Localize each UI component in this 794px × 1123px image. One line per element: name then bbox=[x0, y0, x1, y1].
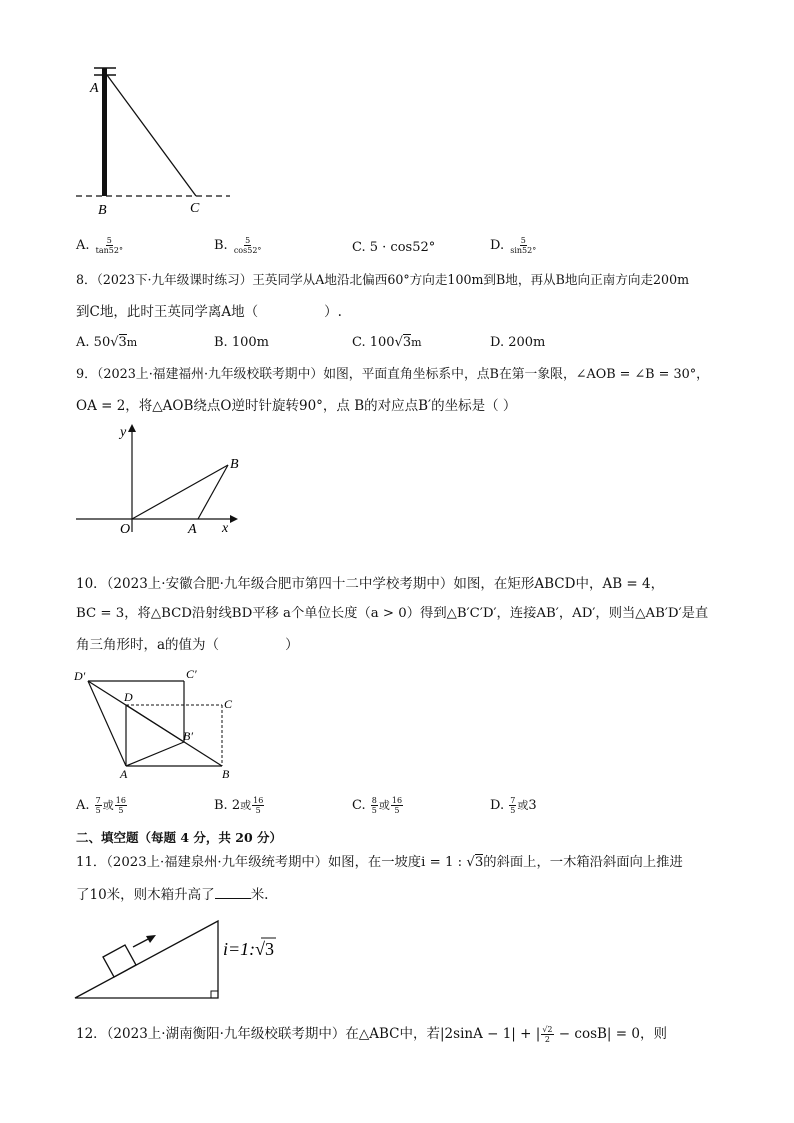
q10-line-2: BC = 3，将△BCD沿射线BD平移 a个单位长度（a > 0）得到△B′C′D′，连接AB′，AD′，则当△AB′D′是直 bbox=[76, 606, 709, 621]
numerator: 5 bbox=[106, 236, 112, 245]
fraction bbox=[541, 1025, 553, 1044]
sqrt-symbol: √ bbox=[466, 855, 475, 870]
label-A: A bbox=[188, 522, 197, 537]
q11-line-1 bbox=[76, 854, 683, 872]
segment-DB1 bbox=[126, 705, 184, 742]
segment-AC bbox=[107, 75, 196, 196]
numerator: 7 bbox=[510, 796, 516, 805]
fraction bbox=[95, 236, 124, 255]
q10-option-c[interactable] bbox=[352, 796, 404, 815]
q11-line-2-text: 了10米，则木箱升高了 bbox=[76, 887, 215, 903]
q8-line-1: 8．（2023下·九年级课时练习）王英同学从A地沿北偏西60°方向走100m到B地，再从B地向正南方向走200m bbox=[76, 272, 690, 287]
q10-line-3 bbox=[76, 636, 299, 654]
option-value: 50 bbox=[93, 335, 111, 350]
q11-figure bbox=[70, 915, 290, 1007]
label-D: D bbox=[124, 690, 133, 704]
fraction-1 bbox=[95, 796, 102, 815]
denominator: cos52° bbox=[233, 246, 262, 255]
slope-sqrt-symbol: √ bbox=[255, 939, 266, 959]
q10-line-3-text: 角三角形时，a的值为（ bbox=[76, 637, 220, 653]
answer-blank[interactable] bbox=[215, 886, 251, 899]
q7-option-b[interactable] bbox=[214, 236, 263, 255]
option-text: 100m bbox=[231, 335, 269, 350]
q10-option-d[interactable] bbox=[490, 796, 537, 815]
label-A: A bbox=[120, 767, 128, 780]
denominator: 5 bbox=[118, 806, 124, 815]
q10-line-3-end: ） bbox=[285, 637, 299, 653]
numerator: 5 bbox=[520, 236, 526, 245]
numerator: 8 bbox=[371, 796, 377, 805]
q7-option-c[interactable] bbox=[352, 240, 435, 255]
slope-triangle bbox=[75, 921, 218, 998]
label-B: B bbox=[222, 767, 230, 780]
q7-option-a[interactable] bbox=[76, 236, 125, 255]
slope-label bbox=[223, 939, 274, 959]
fraction-1 bbox=[371, 796, 378, 815]
fraction-1 bbox=[509, 796, 516, 815]
fraction bbox=[233, 236, 263, 255]
q11-line-2-end: 米. bbox=[250, 887, 269, 903]
label-B: B bbox=[230, 457, 239, 472]
q7-option-d[interactable] bbox=[490, 236, 538, 255]
unit: m bbox=[126, 336, 138, 349]
q11-line-2 bbox=[76, 886, 268, 904]
option-letter: A. bbox=[76, 798, 90, 813]
pole bbox=[102, 68, 107, 196]
label-C: C bbox=[190, 201, 200, 216]
numerator: 16 bbox=[115, 796, 126, 805]
q12-line-1 bbox=[76, 1025, 667, 1044]
option-text: 5 · cos52° bbox=[369, 240, 436, 255]
or-text: 或 bbox=[240, 799, 252, 812]
fraction-2 bbox=[252, 796, 264, 815]
sqrt-radicand: 3 bbox=[118, 335, 127, 350]
denominator: sin52° bbox=[510, 246, 537, 255]
q10-option-a[interactable] bbox=[76, 796, 128, 815]
q10-option-b[interactable] bbox=[214, 796, 265, 815]
denominator: 5 bbox=[510, 806, 516, 815]
q8-line-2 bbox=[76, 303, 342, 321]
option-letter: A. bbox=[76, 335, 90, 350]
fraction bbox=[509, 236, 537, 255]
q10-figure bbox=[70, 662, 250, 780]
q8-line-2-text: 到C地，此时王英同学离A地（ bbox=[76, 304, 259, 320]
option-value: 2 bbox=[231, 798, 241, 813]
fraction-2 bbox=[391, 796, 403, 815]
denominator: 5 bbox=[394, 806, 400, 815]
q8-option-b[interactable] bbox=[214, 335, 269, 350]
option-letter: B. bbox=[214, 238, 228, 253]
unit: m bbox=[411, 336, 422, 349]
q8-option-d[interactable] bbox=[490, 335, 545, 350]
sqrt-symbol: √ bbox=[110, 335, 119, 350]
q12-line-1-end: − cosB| = 0，则 bbox=[554, 1026, 667, 1042]
numerator: 7 bbox=[95, 796, 101, 805]
sqrt-radicand: 3 bbox=[474, 855, 484, 870]
q8-option-c[interactable] bbox=[352, 335, 422, 350]
denominator: 2 bbox=[544, 1035, 550, 1044]
option-value: 3 bbox=[528, 798, 537, 813]
slope-sqrt-radicand: 3 bbox=[265, 939, 275, 959]
or-text: 或 bbox=[517, 799, 529, 812]
denominator: 5 bbox=[371, 806, 377, 815]
denominator: 5 bbox=[255, 806, 261, 815]
label-O: O bbox=[120, 522, 131, 537]
option-letter: D. bbox=[490, 798, 505, 813]
label-B1: B′ bbox=[183, 729, 193, 743]
sqrt-symbol: √ bbox=[394, 335, 403, 350]
option-letter: B. bbox=[214, 335, 228, 350]
sqrt-radicand: 3 bbox=[402, 335, 412, 350]
q8-line-2-end: ）. bbox=[324, 304, 342, 320]
y-axis-arrow bbox=[128, 424, 136, 432]
label-D1: D′ bbox=[74, 669, 86, 683]
label-A: A bbox=[90, 81, 99, 96]
segment-AB1 bbox=[126, 742, 184, 766]
q11-line-1-end: 的斜面上，一木箱沿斜面向上推进 bbox=[483, 855, 683, 870]
q9-line-1: 9．（2023上·福建福州·九年级校联考期中）如图，平面直角坐标系中，点B在第一象限，∠AOB = ∠B = 30°， bbox=[76, 367, 709, 382]
label-y: y bbox=[120, 425, 127, 440]
label-C: C bbox=[224, 697, 233, 711]
label-C1: C′ bbox=[186, 667, 197, 681]
fraction-2 bbox=[115, 796, 127, 815]
q11-line-1-text: 11．（2023上·福建泉州·九年级统考期中）如图，在一坡度i = 1 : bbox=[76, 855, 467, 870]
label-x: x bbox=[222, 521, 229, 536]
q7-figure bbox=[70, 60, 240, 220]
option-letter: A. bbox=[76, 238, 90, 253]
numerator: 16 bbox=[253, 796, 264, 805]
q9-line-2: OA = 2，将△AOB绕点O逆时针旋转90°，点 B的对应点B′的坐标是（ ） bbox=[76, 398, 517, 414]
wooden-box bbox=[103, 945, 136, 977]
q10-line-1: 10．（2023上·安徽合肥·九年级合肥市第四十二中学校考期中）如图，在矩形ABCD中，AB = 4， bbox=[76, 576, 665, 592]
q8-option-a[interactable] bbox=[76, 335, 137, 350]
slope-label-ratio: i=1: bbox=[223, 939, 256, 959]
numerator: √2 bbox=[542, 1025, 553, 1034]
q12-line-1-text: 12．（2023上·湖南衡阳·九年级校联考期中）在△ABC中，若|2sinA − 1| + | bbox=[76, 1026, 541, 1042]
option-letter: C. bbox=[352, 240, 366, 255]
option-letter: B. bbox=[214, 798, 228, 813]
denominator: 5 bbox=[95, 806, 101, 815]
numerator: 16 bbox=[391, 796, 403, 805]
or-text: 或 bbox=[378, 799, 390, 812]
x-axis-arrow bbox=[230, 515, 238, 523]
option-letter: C. bbox=[352, 798, 366, 813]
q9-figure bbox=[70, 420, 250, 540]
option-value: 100 bbox=[369, 335, 395, 350]
or-text: 或 bbox=[102, 799, 114, 812]
option-letter: C. bbox=[352, 335, 366, 350]
numerator: 5 bbox=[245, 236, 251, 245]
denominator: tan52° bbox=[95, 246, 123, 255]
option-letter: D. bbox=[490, 238, 505, 253]
right-angle-mark bbox=[211, 991, 218, 998]
option-text: 200m bbox=[508, 335, 546, 350]
label-B: B bbox=[98, 203, 107, 218]
option-letter: D. bbox=[490, 335, 505, 350]
section-title: 二、填空题（每题 4 分，共 20 分） bbox=[76, 830, 283, 845]
